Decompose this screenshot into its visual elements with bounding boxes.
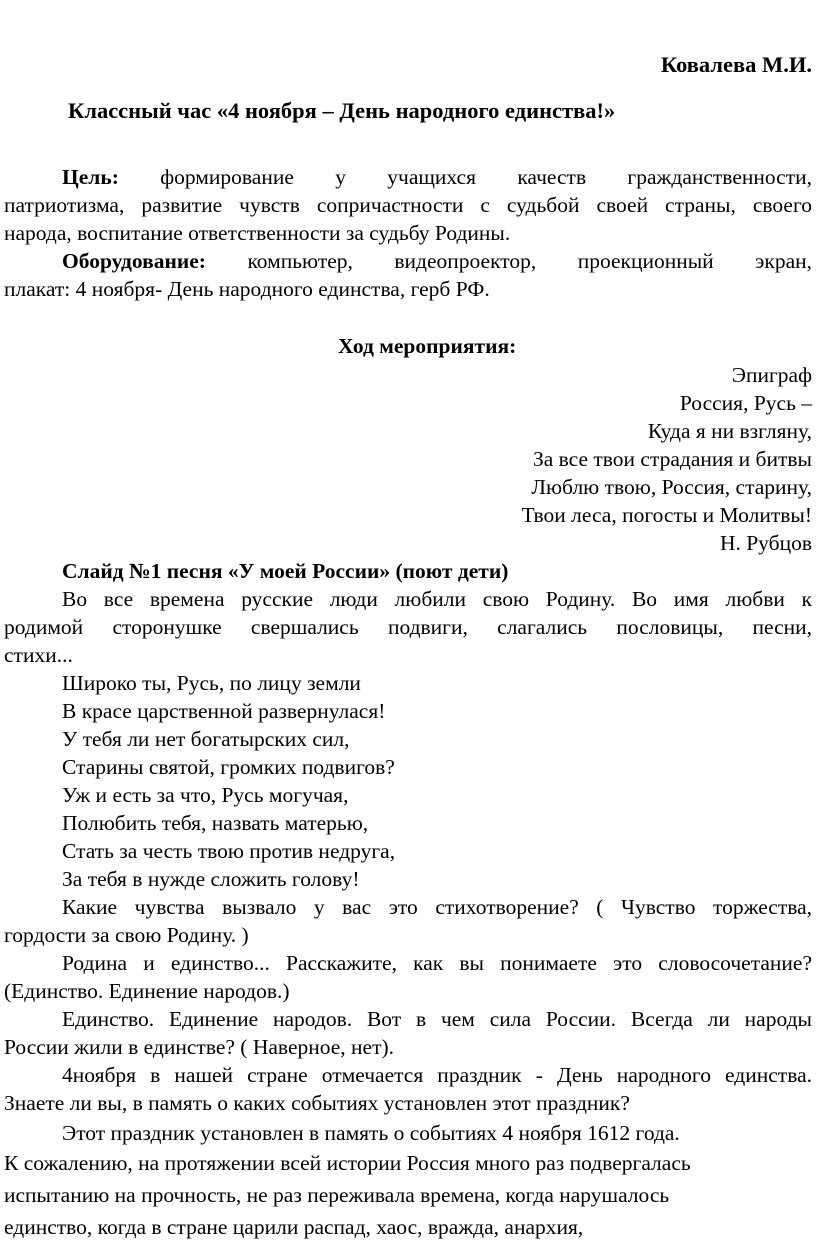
progress-heading: Ход мероприятия: xyxy=(338,334,517,358)
goal-line-2: патриотизма, развитие чувств сопричастности с судьбой своей страны, своего xyxy=(4,193,812,217)
paragraph-line: единство, когда в стране царили распад, хаос, вражда, анархия, xyxy=(4,1215,584,1239)
paragraph-line: Какие чувства вызвало у вас это стихотворение? ( Чувство торжества, xyxy=(62,895,812,919)
paragraph-line: 4ноября в нашей стране отмечается праздник - День народного единства. xyxy=(62,1063,812,1087)
poem-line: В красе царственной развернулася! xyxy=(62,699,386,723)
paragraph-line: гордости за свою Родину. ) xyxy=(4,923,249,947)
paragraph-line: России жили в единстве? ( Наверное, нет). xyxy=(4,1035,395,1059)
poem-line: Полюбить тебя, назвать матерью, xyxy=(62,811,369,835)
slide-1-heading: Слайд №1 песня «У моей России» (поют дети) xyxy=(62,559,509,583)
poem-line: Уж и есть за что, Русь могучая, xyxy=(62,783,349,807)
goal-line-3: народа, воспитание ответственности за судьбу Родины. xyxy=(4,221,511,245)
poem-line: Стать за честь твою против недруга, xyxy=(62,839,396,863)
author-name: Ковалева М.И. xyxy=(660,52,812,77)
poem-line: Широко ты, Русь, по лицу земли xyxy=(62,671,361,695)
paragraph-line: испытанию на прочность, не раз переживала времена, когда нарушалось xyxy=(4,1183,670,1207)
paragraph-line: Родина и единство... Расскажите, как вы понимаете это словосочетание? xyxy=(62,951,812,975)
paragraph-line: Единство. Единение народов. Вот в чем сила России. Всегда ли народы xyxy=(62,1007,812,1031)
document-title: Классный час «4 ноября – День народного единства!» xyxy=(68,98,616,123)
goal-line-1 xyxy=(62,162,812,192)
equipment-line-1 xyxy=(62,246,812,276)
goal-text-1: формирование у учащихся качеств гражданственности, xyxy=(160,165,812,189)
goal-label: Цель: xyxy=(62,165,119,189)
epigraph-line: Россия, Русь – xyxy=(679,391,812,415)
paragraph-line: (Единство. Единение народов.) xyxy=(4,979,290,1003)
epigraph-line: За все твои страдания и битвы xyxy=(532,447,812,471)
epigraph-line: Куда я ни взгляну, xyxy=(647,419,812,443)
paragraph-line: стихи... xyxy=(4,643,73,667)
paragraph-line: Этот праздник установлен в память о событиях 4 ноября 1612 года. xyxy=(62,1121,680,1145)
equipment-line-2: плакат: 4 ноября- День народного единства, герб РФ. xyxy=(4,277,490,301)
equipment-label: Оборудование: xyxy=(62,249,206,273)
paragraph-line: Во все времена русские люди любили свою Родину. Во имя любви к xyxy=(62,587,812,611)
epigraph-label: Эпиграф xyxy=(731,363,812,387)
paragraph-line: родимой сторонушке свершались подвиги, слагались пословицы, песни, xyxy=(4,615,812,639)
epigraph-author: Н. Рубцов xyxy=(719,531,812,555)
epigraph-line: Твои леса, погосты и Молитвы! xyxy=(521,503,812,527)
equipment-text-1: компьютер, видеопроектор, проекционный экран, xyxy=(247,249,812,273)
poem-line: У тебя ли нет богатырских сил, xyxy=(62,727,350,751)
epigraph-line: Люблю твою, Россия, старину, xyxy=(531,475,812,499)
paragraph-line: Знаете ли вы, в память о каких событиях установлен этот праздник? xyxy=(4,1091,630,1115)
paragraph-line: К сожалению, на протяжении всей истории Россия много раз подвергалась xyxy=(4,1151,691,1175)
poem-line: За тебя в нужде сложить голову! xyxy=(62,867,360,891)
poem-line: Старины святой, громких подвигов? xyxy=(62,755,395,779)
